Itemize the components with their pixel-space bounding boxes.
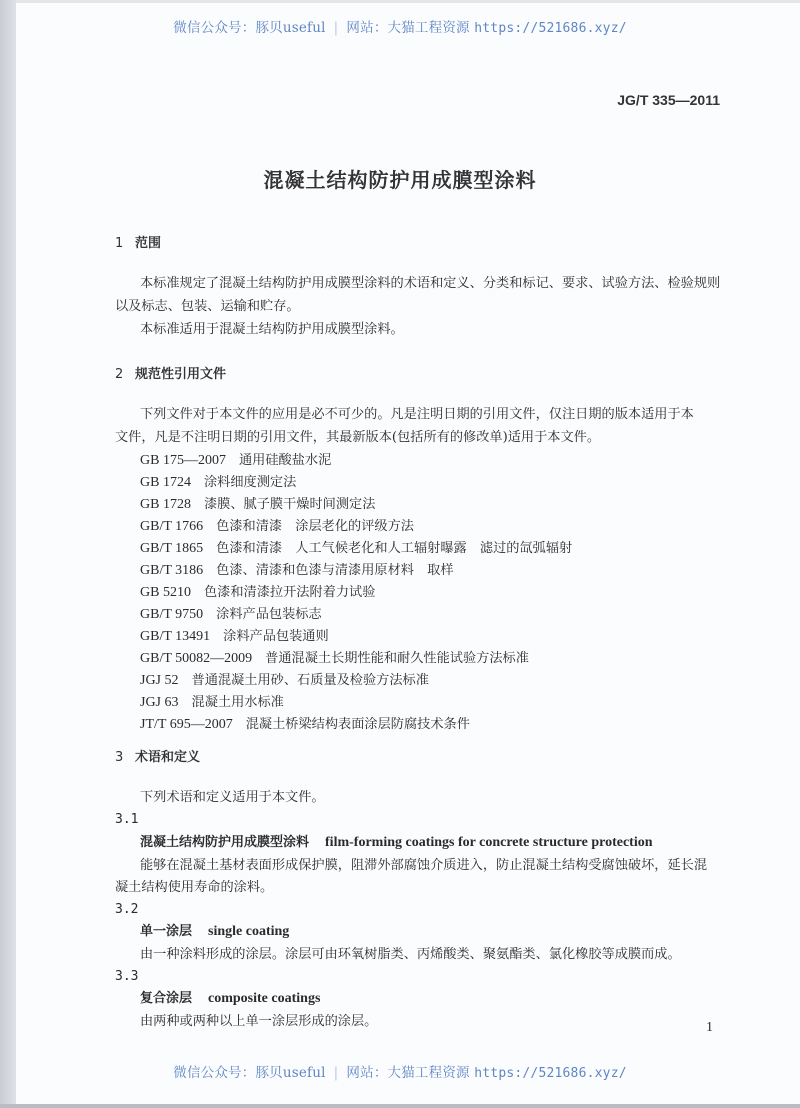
reference-item: GB/T 9750 涂料产品包装标志: [140, 607, 322, 622]
watermark-bottom: [0, 1061, 800, 1081]
section-heading-3: 3 术语和定义: [115, 750, 201, 765]
section-heading-2: 2 规范性引用文件: [115, 367, 227, 382]
term-definition: 能够在混凝土基材表面形成保护膜，阻滞外部腐蚀介质进入，防止混凝土结构受腐蚀破坏，延长混: [140, 858, 708, 873]
paragraph-line: 下列术语和定义适用于本文件。: [140, 790, 325, 805]
term-heading: 单一涂层 single coating: [140, 924, 290, 939]
standard-code: JG/T 335—2011: [617, 92, 720, 108]
paragraph-line: 本标准规定了混凝土结构防护用成膜型涂料的术语和定义、分类和标记、要求、试验方法、检验规则: [140, 276, 721, 291]
term-number: 3.3: [115, 969, 139, 984]
reference-item: GB 1728 漆膜、腻子膜干燥时间测定法: [140, 497, 376, 512]
reference-item: JGJ 52 普通混凝土用砂、石质量及检验方法标准: [140, 673, 429, 688]
reference-item: JT/T 695—2007 混凝土桥梁结构表面涂层防腐技术条件: [140, 717, 470, 732]
paragraph-line: 下列文件对于本文件的应用是必不可少的。凡是注明日期的引用文件，仅注日期的版本适用于本: [140, 407, 694, 422]
scan-edge-top: [16, 0, 800, 3]
term-definition: 凝土结构使用寿命的涂料。: [115, 880, 274, 895]
scan-edge-bottom: [0, 1104, 800, 1108]
term-heading: 复合涂层 composite coatings: [140, 991, 321, 1006]
watermark-url[interactable]: https://521686.xyz/: [474, 21, 627, 36]
paragraph-line: 以及标志、包装、运输和贮存。: [115, 299, 300, 314]
term-heading: 混凝土结构防护用成膜型涂料 film-forming coatings for concrete structure protection: [140, 835, 653, 850]
section-heading-1: 1 范围: [115, 236, 162, 251]
reference-item: GB 5210 色漆和清漆拉开法附着力试验: [140, 585, 376, 600]
watermark-site: 网站：大猫工程资源: [346, 20, 470, 36]
reference-item: GB 1724 涂料细度测定法: [140, 475, 297, 490]
paragraph-line: 本标准适用于混凝土结构防护用成膜型涂料。: [140, 322, 404, 337]
reference-item: GB/T 50082—2009 普通混凝土长期性能和耐久性能试验方法标准: [140, 651, 529, 666]
reference-item: JGJ 63 混凝土用水标准: [140, 695, 284, 710]
term-number: 3.2: [115, 902, 139, 917]
watermark-wechat: 微信公众号：豚贝useful: [173, 1065, 326, 1081]
term-definition: 由一种涂料形成的涂层。涂层可由环氧树脂类、丙烯酸类、聚氨酯类、氯化橡胶等成膜而成。: [140, 947, 681, 962]
document-title: 混凝土结构防护用成膜型涂料: [263, 168, 537, 192]
watermark-site: 网站：大猫工程资源: [346, 1065, 470, 1081]
watermark-separator: |: [333, 1065, 339, 1081]
page-number: 1: [706, 1020, 713, 1035]
reference-item: GB/T 1865 色漆和清漆 人工气候老化和人工辐射曝露 滤过的氙弧辐射: [140, 541, 573, 556]
watermark-wechat: 微信公众号：豚贝useful: [173, 20, 326, 36]
term-number: 3.1: [115, 812, 139, 827]
watermark-separator: |: [333, 20, 339, 36]
reference-item: GB 175—2007 通用硅酸盐水泥: [140, 453, 332, 468]
term-definition: 由两种或两种以上单一涂层形成的涂层。: [140, 1014, 378, 1029]
watermark-url[interactable]: https://521686.xyz/: [474, 1066, 627, 1081]
paragraph-line: 文件，凡是不注明日期的引用文件，其最新版本(包括所有的修改单)适用于本文件。: [115, 430, 601, 445]
reference-item: GB/T 1766 色漆和清漆 涂层老化的评级方法: [140, 519, 414, 534]
watermark-top: [0, 16, 800, 36]
reference-item: GB/T 3186 色漆、清漆和色漆与清漆用原材料 取样: [140, 563, 454, 578]
reference-item: GB/T 13491 涂料产品包装通则: [140, 629, 329, 644]
